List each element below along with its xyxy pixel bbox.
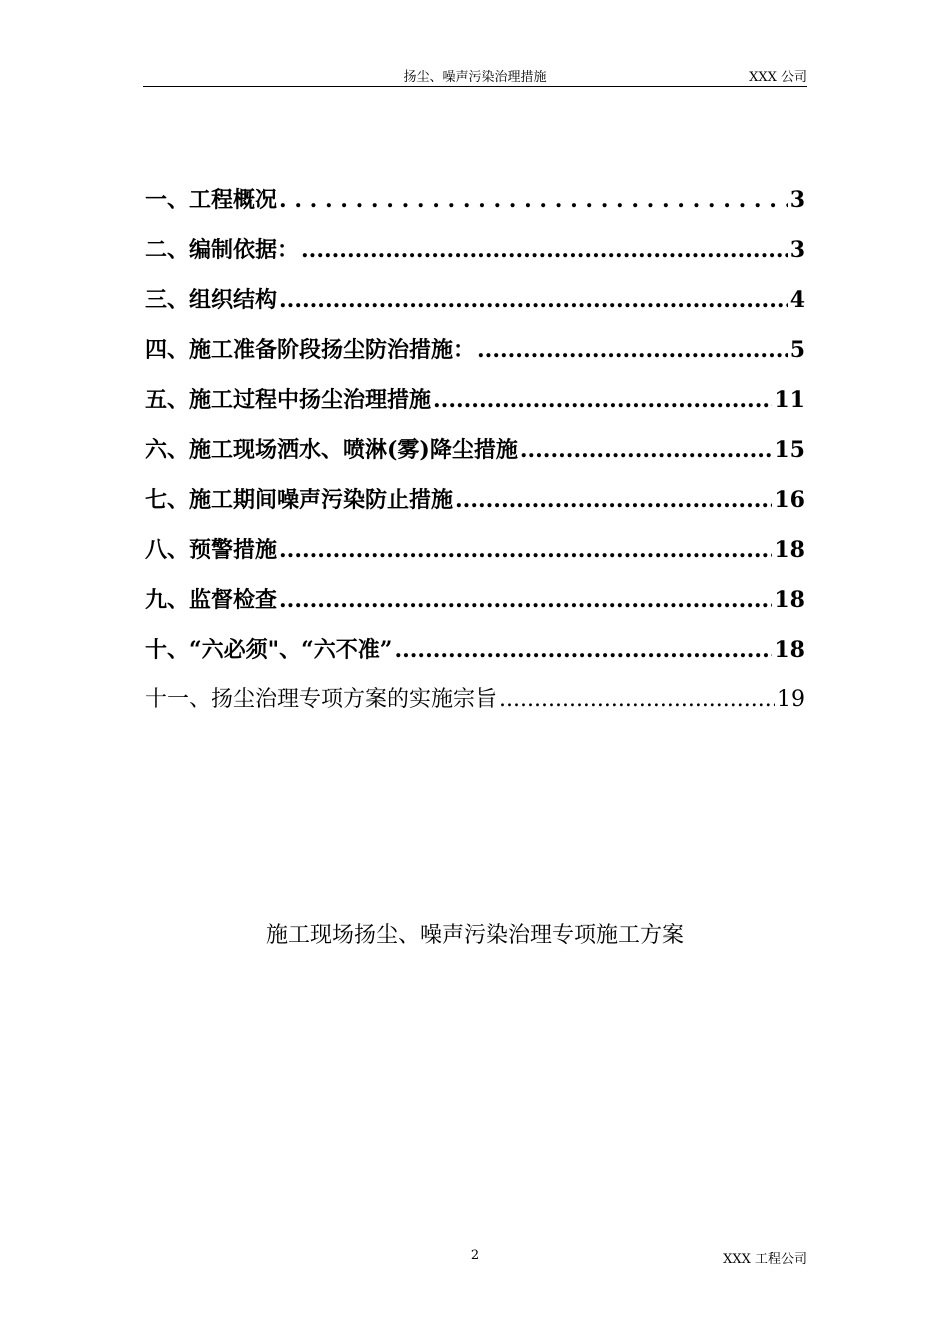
toc-leader: [520, 432, 773, 468]
toc-entry[interactable]: [145, 282, 805, 332]
toc-leader: [455, 482, 772, 518]
toc-entry-title: 五、施工过程中扬尘治理措施: [145, 387, 432, 413]
toc-entry-title: 一、工程概况: [145, 187, 278, 213]
toc-entry[interactable]: [145, 482, 805, 532]
toc-entry[interactable]: [145, 182, 805, 232]
toc-leader: [279, 582, 772, 618]
toc-entry-title: 三、组织结构: [145, 287, 278, 313]
toc-entry-page: 18: [774, 587, 805, 613]
toc-entry[interactable]: [145, 632, 805, 682]
toc-entry[interactable]: [145, 682, 805, 732]
toc-leader: [279, 182, 788, 218]
toc-leader: [301, 232, 788, 268]
toc-entry-page: 18: [774, 537, 805, 563]
toc-entry-page: 18: [774, 637, 805, 663]
toc-entry[interactable]: [145, 582, 805, 632]
header-company: XXX 公司: [749, 70, 807, 85]
footer-company: XXX 工程公司: [723, 1252, 807, 1267]
toc-entry[interactable]: [145, 532, 805, 582]
toc-entry-title: 七、施工期间噪声污染防止措施: [145, 487, 454, 513]
toc-entry-title: 九、监督检查: [145, 587, 278, 613]
document-title: 施工现场扬尘、噪声污染治理专项施工方案: [265, 923, 684, 948]
toc-entry-title: 十一、扬尘治理专项方案的实施宗旨: [145, 687, 498, 712]
toc-entry-page: 3: [789, 237, 805, 263]
footer-page-number: 2: [470, 1248, 480, 1263]
toc-entry-title: 二、编制依据：: [145, 237, 300, 263]
toc-entry[interactable]: [145, 432, 805, 482]
page-header: [143, 66, 807, 87]
toc-entry[interactable]: [145, 332, 805, 382]
toc-entry-title: 十、“六必须"、“六不准”: [145, 637, 393, 663]
toc-entry[interactable]: [145, 232, 805, 282]
toc-entry-page: 19: [777, 687, 805, 712]
toc-entry-page: 5: [789, 337, 805, 363]
toc-entry[interactable]: [145, 382, 805, 432]
toc-leader: [279, 282, 788, 318]
toc-entry-page: 4: [789, 287, 805, 313]
table-of-contents: [145, 182, 805, 732]
toc-entry-page: 15: [774, 437, 805, 463]
toc-leader: [394, 632, 772, 668]
toc-leader: [433, 382, 772, 418]
header-title: 扬尘、噪声污染治理措施: [403, 70, 547, 85]
toc-leader: [499, 682, 775, 718]
toc-entry-page: 16: [774, 487, 805, 513]
toc-entry-page: 11: [774, 387, 805, 413]
toc-entry-title: 八、预警措施: [145, 537, 278, 563]
toc-leader: [477, 332, 788, 368]
toc-leader: [279, 532, 772, 568]
toc-entry-title: 四、施工准备阶段扬尘防治措施：: [145, 337, 476, 363]
toc-entry-title: 六、施工现场洒水、喷淋(雾)降尘措施: [145, 437, 518, 463]
toc-entry-page: 3: [789, 187, 805, 213]
